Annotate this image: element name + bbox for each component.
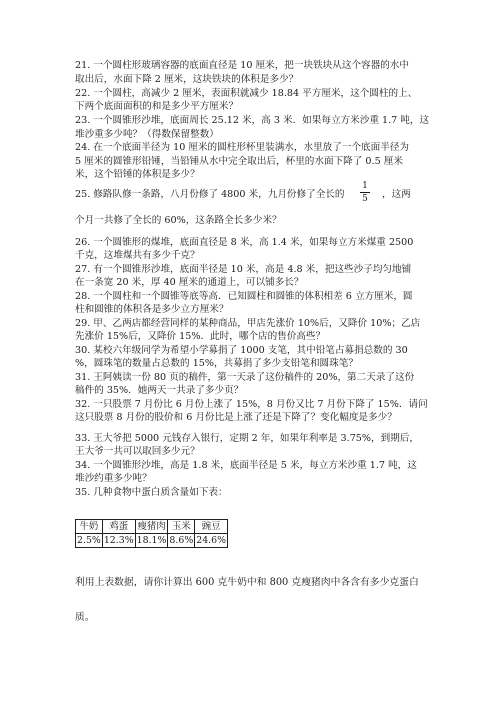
table-header-cell: 瘦猪肉 xyxy=(135,520,168,534)
problem-25-line-1b: ，这两 xyxy=(382,189,411,200)
problem-34-line-1: 34. 一个圆锥形沙堆，高是 1.8 米，底面半径是 5 米，每立方米沙重 1.7 吨，这 xyxy=(75,460,417,471)
fraction-bar xyxy=(360,192,370,193)
problem-29-line-1: 29. 甲、乙两店都经营同样的某种商品，甲店先涨价 10%后，又降价 10%；乙店 xyxy=(75,318,421,329)
problem-32-line-2: 这只股票 8 月份的股价和 6 月份比是上涨了还是下降了？变化幅度是多少？ xyxy=(75,412,397,423)
problem-23-line-2: 堆沙重多少吨？（得数保留整数） xyxy=(75,129,219,140)
problem-28-line-1: 28. 一个圆柱和一个圆锥等底等高．已知圆柱和圆锥的体积相差 6 立方厘米，圆 xyxy=(75,291,413,302)
problem-27-line-2: 在一条宽 20 米，厚 40 厘米的通道上，可以铺多长？ xyxy=(75,277,304,288)
problem-28-line-2: 柱和圆锥的体积各是多少立方厘米？ xyxy=(75,304,229,315)
table-cell: 8.6% xyxy=(169,535,194,546)
problem-26-line-2: 千克，这堆煤共有多少千克？ xyxy=(75,250,200,261)
problem-30-line-2: %，圆珠笔的数量占总数的 15%，共募捐了多少支铅笔和圆珠笔？ xyxy=(75,358,358,369)
problem-21-line-2: 取出后，水面下降 2 厘米，这块铁块的体积是多少？ xyxy=(75,74,299,85)
fraction-denominator: 5 xyxy=(362,194,368,204)
table-header-cell: 牛奶 xyxy=(76,520,103,534)
problem-27-line-1: 27. 有一个圆锥形沙堆，底面半径是 10 米，高是 4.8 米，把这些沙子均匀地铺 xyxy=(75,264,412,275)
table-cell: 2.5% xyxy=(77,535,101,546)
table-header-row xyxy=(76,520,228,534)
problem-23-line-1: 23. 一个圆锥形沙堆，底面周长 25.12 米，高 3 米．如果每立方米沙重 1.7 吨，这 xyxy=(75,115,430,126)
problem-35-line-1: 35. 几种食物中蛋白质含量如下表： xyxy=(75,487,228,498)
problem-24-line-1: 24. 在一个底面半径为 10 厘米的圆柱形杯里装满水，水里放了一个底面半径为 xyxy=(75,142,410,153)
table-header-cell: 豌豆 xyxy=(195,520,228,534)
problem-25-line-1a: 25. 修路队修一条路，八月份修了 4800 米，九月份修了全长的 xyxy=(75,189,345,200)
problem-22-line-1: 22. 一个圆柱，高减少 2 厘米，表面积就减少 18.84 平方厘米，这个圆柱的上、 xyxy=(75,88,418,99)
table-row xyxy=(76,534,228,548)
table-header-cell: 玉米 xyxy=(168,520,195,534)
table-header-cell: 鸡蛋 xyxy=(102,520,135,534)
problem-29-line-2: 先涨价 15%后，又降价 15%．此时，哪个店的售价高些？ xyxy=(75,331,326,342)
problem-26-line-1: 26. 一个圆锥形的煤堆，底面直径是 8 米，高 1.4 米，如果每立方米煤重 2500 xyxy=(75,237,414,248)
problem-31-line-1: 31. 王阿姨读一份 80 页的稿件，第一天录了这份稿件的 20%，第二天录了这份 xyxy=(75,372,415,383)
problem-22-line-2: 下两个底面面积的和是多少平方厘米？ xyxy=(75,101,239,112)
closing-line-1: 利用上表数据，请你计算出 600 克牛奶中和 800 克瘦猪肉中各含有多少克蛋白 xyxy=(75,577,419,588)
problem-30-line-1: 30. 某校六年级同学为希望小学募捐了 1000 支笔，其中铅笔占募捐总数的 30 xyxy=(75,345,408,356)
closing-line-2: 质。 xyxy=(75,612,95,623)
problem-21-line-1: 21. 一个圆柱形玻璃容器的底面直径是 10 厘米，把一块铁块从这个容器的水中 xyxy=(75,60,410,71)
problem-24-line-3: 米，这个铅锤的体积是多少？ xyxy=(75,169,200,180)
problem-32-line-1: 32. 一只股票 7 月份比 6 月份上涨了 15%，8 月份又比 7 月份下降了 15%．请问 xyxy=(75,399,428,410)
problem-24-line-2: 5 厘米的圆锥形铅锤，当铅锤从水中完全取出后，杯里的水面下降了 0.5 厘米 xyxy=(75,156,403,167)
problem-33-line-1: 33. 王大爷把 5000 元钱存入银行，定期 2 年，如果年利率是 3.75%，到期后， xyxy=(75,433,419,444)
table-cell: 12.3% xyxy=(103,535,134,546)
protein-content-table xyxy=(75,519,228,548)
fraction-one-fifth xyxy=(360,181,370,204)
problem-25-line-2: 个月一共修了全长的 60%，这条路全长多少米？ xyxy=(75,215,282,226)
fraction-numerator: 1 xyxy=(362,181,368,191)
table-cell: 24.6% xyxy=(196,535,227,546)
problem-33-line-2: 王大爷一共可以取回多少元？ xyxy=(75,446,200,457)
table-cell: 18.1% xyxy=(136,535,167,546)
problem-31-line-2: 稿件的 35%．她两天一共录了多少页？ xyxy=(75,385,244,396)
problem-34-line-2: 堆沙约重多少吨？ xyxy=(75,473,152,484)
